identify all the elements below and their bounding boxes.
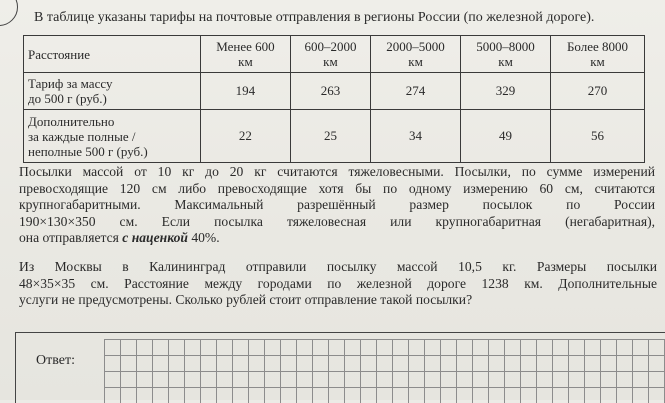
tariff-table bbox=[23, 35, 645, 163]
task-intro: В таблице указаны тарифы на почтовые отправления в регионы России (по железной дороге). bbox=[34, 10, 595, 25]
answer-label: Ответ: bbox=[36, 353, 75, 368]
paragraph-line: услуги не предусмотрены. Сколько рублей стоит отправление такой посылки? bbox=[19, 292, 473, 307]
header-col-5: Более 8000 км bbox=[551, 36, 645, 73]
table-cell: 274 bbox=[371, 73, 461, 110]
table-cell: 34 bbox=[371, 110, 461, 163]
problem-paragraph bbox=[19, 259, 657, 309]
table-cell: 194 bbox=[201, 73, 291, 110]
header-col-4: 5000–8000 км bbox=[461, 36, 551, 73]
table-cell: 22 bbox=[201, 110, 291, 163]
answer-grid[interactable] bbox=[104, 339, 665, 403]
table-cell: 56 bbox=[551, 110, 645, 163]
paragraph-line: превосходящие 120 см либо превосходящие хотя бы по одному измерению 60 см, считаются bbox=[19, 180, 655, 196]
header-col-1: Менее 600 км bbox=[201, 36, 291, 73]
table-row bbox=[24, 110, 645, 163]
table-cell: 49 bbox=[461, 110, 551, 163]
header-distance: Расстояние bbox=[24, 36, 201, 73]
paragraph-line: 48×35×35 см. Расстояние между городами по железной дороге 1238 км. Дополнительные bbox=[19, 275, 657, 291]
table-header-row bbox=[24, 36, 645, 73]
task-number-circle bbox=[0, 0, 18, 26]
header-col-2: 600–2000 км bbox=[290, 36, 370, 73]
answer-box bbox=[15, 332, 665, 403]
table-cell: 25 bbox=[290, 110, 370, 163]
paragraph-line: Посылки массой от 10 кг до 20 кг считаются тяжеловесными. Посылки, по сумме измерений bbox=[19, 164, 655, 179]
table-row bbox=[24, 73, 645, 110]
table-cell: 263 bbox=[290, 73, 370, 110]
table-cell: 270 bbox=[551, 73, 645, 110]
row-label-extra-tariff: Дополнительно за каждые полные / неполные 500 г (руб.) bbox=[24, 110, 201, 163]
surcharge-emphasis: с наценкой bbox=[122, 230, 188, 245]
paragraph-line: 190×130×350 см. Если посылка тяжеловесная или крупногабаритная (негабаритная), bbox=[19, 213, 655, 229]
paragraph-line: крупногабаритными. Максимальный разрешённый размер посылок по России bbox=[19, 197, 655, 212]
paragraph-line: она отправляется с наценкой 40%. bbox=[19, 230, 220, 245]
rules-paragraph bbox=[19, 164, 655, 247]
table-cell: 329 bbox=[461, 73, 551, 110]
row-label-base-tariff: Тариф за массу до 500 г (руб.) bbox=[24, 73, 201, 110]
paragraph-line: Из Москвы в Калининград отправили посылку массой 10,5 кг. Размеры посылки bbox=[19, 259, 657, 274]
header-col-3: 2000–5000 км bbox=[371, 36, 461, 73]
